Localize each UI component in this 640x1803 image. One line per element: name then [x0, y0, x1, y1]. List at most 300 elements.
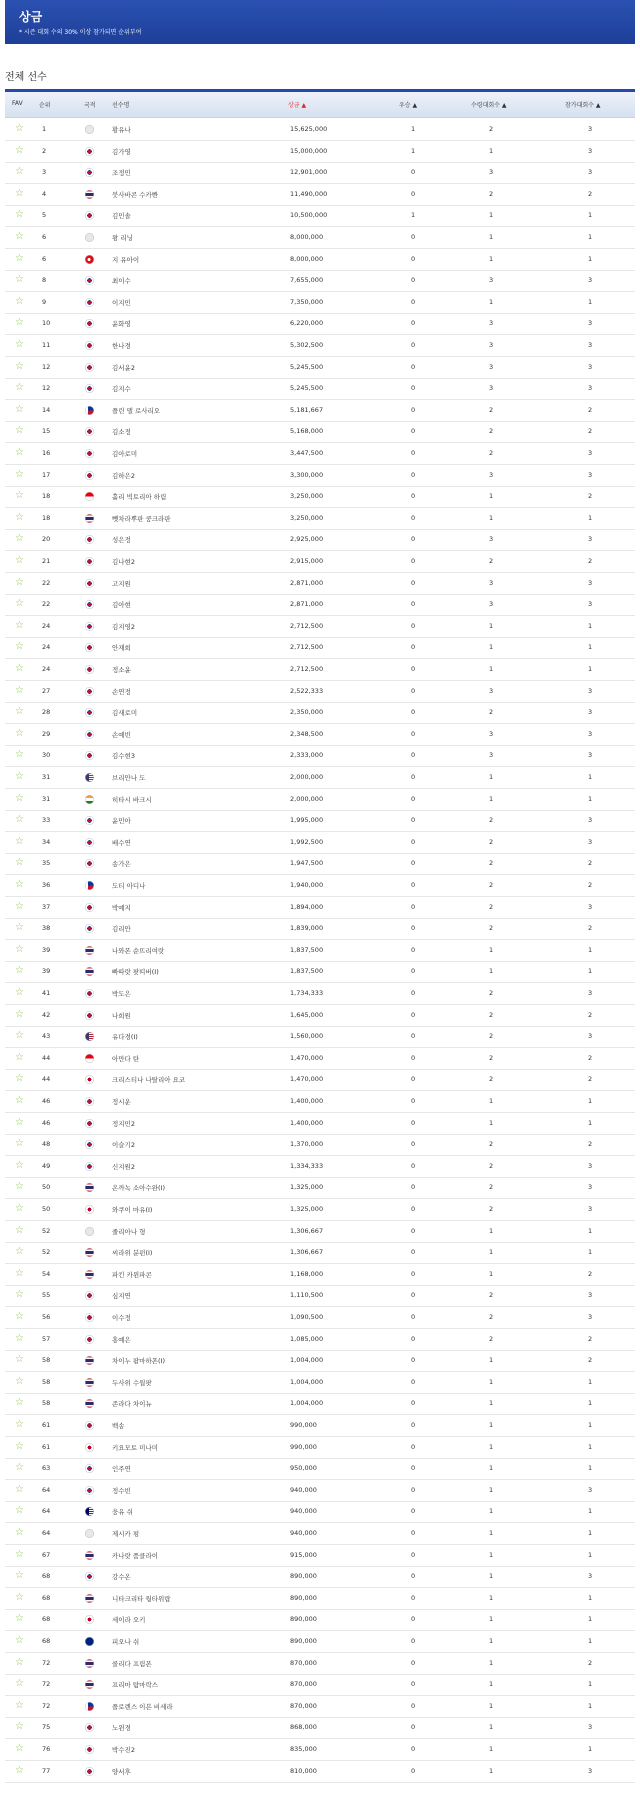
prize-cell: 1,370,000 [290, 1140, 324, 1149]
favorite-star-icon[interactable]: ☆ [15, 1073, 24, 1085]
table-row[interactable] [5, 680, 635, 703]
table-row[interactable] [5, 118, 635, 141]
player-name[interactable]: 박예지 [112, 903, 131, 912]
player-name[interactable]: 노윈경 [112, 1724, 131, 1733]
player-name[interactable]: 양서후 [112, 1767, 131, 1776]
player-name[interactable]: 이슬기2 [112, 1141, 135, 1150]
player-name[interactable]: 윤민아 [112, 817, 131, 826]
favorite-star-icon[interactable]: ☆ [15, 144, 24, 156]
favorite-star-icon[interactable]: ☆ [15, 1008, 24, 1020]
favorite-star-icon[interactable]: ☆ [15, 965, 24, 977]
player-name[interactable]: 손예빈 [112, 730, 131, 739]
favorite-star-icon[interactable]: ☆ [15, 447, 24, 458]
player-name[interactable]: 뺏차라뿌판 쿵크라판 [112, 514, 171, 523]
rank-cell: 36 [42, 881, 51, 889]
events-cell: 3 [588, 168, 593, 177]
table-row[interactable] [5, 831, 635, 854]
player-name[interactable]: 브리안나 도 [112, 774, 146, 782]
player-name[interactable]: 김나현2 [112, 558, 135, 566]
top10-cell: 3 [489, 535, 494, 544]
table-row[interactable] [5, 939, 635, 962]
favorite-star-icon[interactable]: ☆ [15, 1462, 24, 1474]
player-name[interactable]: 아만다 탄 [112, 1054, 140, 1063]
country-flag-icon [85, 773, 94, 782]
table-row[interactable] [5, 1522, 635, 1545]
table-row[interactable] [5, 399, 635, 422]
player-name[interactable]: 홀리 빅토리아 하림 [112, 493, 167, 502]
favorite-star-icon[interactable]: ☆ [15, 1743, 24, 1754]
favorite-star-icon[interactable]: ☆ [15, 1570, 24, 1582]
player-name[interactable]: 한나경 [112, 342, 131, 350]
table-row[interactable] [5, 269, 635, 292]
favorite-star-icon[interactable]: ☆ [15, 1203, 24, 1214]
favorite-star-icon[interactable]: ☆ [15, 231, 24, 242]
favorite-star-icon[interactable]: ☆ [15, 209, 24, 221]
player-name[interactable]: 김가영 [112, 147, 131, 156]
table-row[interactable] [5, 204, 635, 227]
table-row[interactable] [5, 334, 635, 357]
player-name[interactable]: 빠따랏 팟띠버(I) [112, 968, 159, 977]
player-name[interactable]: 김수현3 [112, 752, 135, 761]
wins-cell: 0 [411, 1701, 416, 1710]
player-name[interactable]: 김지영2 [112, 622, 135, 631]
player-name[interactable]: 신지원2 [112, 1162, 135, 1171]
favorite-star-icon[interactable]: ☆ [15, 1138, 24, 1150]
wins-cell: 0 [411, 1377, 416, 1386]
favorite-star-icon[interactable]: ☆ [15, 1440, 24, 1452]
table-row[interactable] [5, 248, 635, 271]
table-row[interactable] [5, 1328, 635, 1351]
table-row[interactable] [5, 1738, 635, 1761]
favorite-star-icon[interactable]: ☆ [15, 1678, 24, 1690]
player-name[interactable]: 정소윤 [112, 666, 131, 674]
table-row[interactable] [5, 377, 635, 400]
table-row[interactable] [5, 1155, 635, 1178]
events-cell: 1 [588, 1615, 593, 1624]
favorite-star-icon[interactable]: ☆ [15, 749, 24, 761]
rank-cell: 46 [42, 1118, 51, 1127]
favorite-star-icon[interactable]: ☆ [15, 1051, 24, 1063]
favorite-star-icon[interactable]: ☆ [15, 1548, 24, 1560]
favorite-star-icon[interactable]: ☆ [15, 339, 24, 350]
table-row[interactable] [5, 1112, 635, 1135]
country-flag-icon [85, 1637, 94, 1646]
wins-cell: 0 [411, 881, 416, 889]
table-row[interactable] [5, 917, 635, 940]
table-row[interactable] [5, 420, 635, 443]
table-row[interactable] [5, 1090, 635, 1113]
player-name[interactable]: 김지수 [112, 385, 131, 394]
favorite-star-icon[interactable]: ☆ [15, 1527, 24, 1538]
player-name[interactable]: 김아로미 [112, 450, 138, 458]
favorite-star-icon[interactable]: ☆ [15, 252, 24, 264]
rank-cell: 72 [42, 1680, 51, 1689]
favorite-star-icon[interactable]: ☆ [15, 1354, 24, 1366]
table-row[interactable] [5, 636, 635, 659]
player-name[interactable]: 박수진2 [112, 1746, 135, 1754]
player-name[interactable]: 고지원 [112, 579, 131, 588]
table-row[interactable] [5, 1392, 635, 1415]
table-row[interactable] [5, 744, 635, 767]
table-row[interactable] [5, 507, 635, 530]
table-row[interactable] [5, 161, 635, 184]
player-name[interactable]: 심지연 [112, 1292, 131, 1301]
sort-events-header[interactable]: 참가대회수 ▲ [565, 102, 601, 109]
table-row[interactable] [5, 1652, 635, 1675]
favorite-star-icon[interactable]: ☆ [15, 1656, 24, 1668]
rank-cell: 38 [42, 924, 51, 933]
player-name[interactable]: 카나랏 품클라이 [112, 1551, 159, 1560]
sort-top10-header[interactable]: 수령대회수 ▲ [471, 102, 507, 109]
table-row[interactable] [5, 1306, 635, 1329]
favorite-star-icon[interactable]: ☆ [15, 1159, 24, 1171]
table-row[interactable] [5, 852, 635, 875]
table-row[interactable] [5, 183, 635, 206]
favorite-star-icon[interactable]: ☆ [15, 987, 24, 998]
table-row[interactable] [5, 723, 635, 746]
rank-cell: 64 [42, 1507, 51, 1516]
top10-cell: 1 [489, 773, 494, 781]
player-name[interactable]: 이지민 [112, 298, 131, 307]
favorite-star-icon[interactable]: ☆ [15, 1289, 24, 1301]
player-name[interactable]: 붓사바콘 수카빤 [112, 190, 159, 199]
favorite-star-icon[interactable]: ☆ [15, 468, 24, 480]
favorite-star-icon[interactable]: ☆ [15, 598, 24, 610]
player-name[interactable]: 김하은2 [112, 471, 135, 480]
favorite-star-icon[interactable]: ☆ [15, 1505, 24, 1517]
favorite-star-icon[interactable]: ☆ [15, 879, 24, 890]
player-name[interactable]: 피오나 쉬 [112, 1638, 140, 1646]
player-name[interactable]: 김소정 [112, 428, 131, 437]
player-name[interactable]: 씨라위 분펀(I) [112, 1249, 153, 1258]
top10-cell: 1 [489, 1723, 494, 1732]
player-name[interactable]: 플로렌스 이븐 비세라 [112, 1702, 173, 1711]
table-row[interactable] [5, 528, 635, 551]
player-name[interactable]: 제시카 펑 [112, 1530, 140, 1538]
favorite-star-icon[interactable]: ☆ [15, 684, 24, 696]
player-name[interactable]: 김민솔 [112, 212, 131, 221]
favorite-star-icon[interactable]: ☆ [15, 274, 24, 286]
player-name[interactable]: 황유나 [112, 126, 131, 134]
prize-cell: 940,000 [290, 1529, 317, 1537]
player-name[interactable]: 존라다 차이뉴 [112, 1400, 152, 1409]
prize-cell: 2,712,500 [290, 665, 324, 673]
favorite-star-icon[interactable]: ☆ [15, 1721, 24, 1733]
country-flag-icon [85, 1335, 94, 1344]
player-name[interactable]: 김리안 [112, 925, 131, 934]
favorite-star-icon[interactable]: ☆ [15, 641, 24, 653]
player-name[interactable]: 성은정 [112, 536, 131, 545]
table-row[interactable] [5, 1263, 635, 1286]
player-name[interactable]: 이수정 [112, 1314, 131, 1322]
table-row[interactable] [5, 464, 635, 487]
table-row[interactable] [5, 982, 635, 1005]
player-name[interactable]: 배수연 [112, 838, 131, 847]
table-row[interactable] [5, 1608, 635, 1631]
table-row[interactable] [5, 572, 635, 595]
player-name[interactable]: 파킨 카윈파콘 [112, 1270, 152, 1279]
wins-cell: 1 [411, 125, 416, 133]
table-row[interactable] [5, 1133, 635, 1156]
events-cell: 1 [588, 1680, 593, 1689]
country-flag-icon [85, 1745, 94, 1754]
rank-cell: 75 [42, 1723, 51, 1732]
wins-cell: 0 [411, 924, 416, 933]
player-name[interactable]: 온까녹 소아수완(I) [112, 1184, 166, 1193]
table-row[interactable] [5, 1479, 635, 1502]
country-flag-icon [85, 147, 94, 156]
table-row[interactable] [5, 788, 635, 811]
table-row[interactable] [5, 1004, 635, 1027]
favorite-star-icon[interactable]: ☆ [15, 166, 24, 178]
wins-cell: 0 [411, 621, 416, 630]
player-name[interactable]: 홍예은 [112, 1335, 131, 1344]
player-name[interactable]: 줄리아나 형 [112, 1227, 146, 1236]
favorite-star-icon[interactable]: ☆ [15, 1224, 24, 1236]
player-name[interactable]: 김새로미 [112, 709, 138, 718]
favorite-star-icon[interactable]: ☆ [15, 1764, 24, 1776]
table-row[interactable] [5, 766, 635, 789]
table-row[interactable] [5, 356, 635, 379]
table-row[interactable] [5, 1587, 635, 1610]
table-row[interactable] [5, 1025, 635, 1048]
table-row[interactable] [5, 1284, 635, 1307]
country-flag-icon [85, 1723, 94, 1732]
wins-cell: 0 [411, 168, 416, 177]
country-flag-icon [85, 1356, 94, 1365]
rank-cell: 37 [42, 902, 51, 911]
table-row[interactable] [5, 1349, 635, 1372]
player-name[interactable]: 김아현 [112, 601, 131, 610]
player-name[interactable]: 김서윤2 [112, 363, 135, 372]
events-cell: 3 [588, 470, 593, 479]
favorite-star-icon[interactable]: ☆ [15, 1397, 24, 1409]
player-name[interactable]: 왕 리닝 [112, 234, 133, 242]
prize-cell: 2,522,333 [290, 686, 324, 695]
wins-cell: 0 [411, 1269, 416, 1278]
favorite-star-icon[interactable]: ☆ [15, 922, 24, 934]
top10-cell: 1 [489, 1745, 494, 1753]
player-name[interactable]: 최이수 [112, 277, 131, 286]
player-name[interactable]: 도티 아디나 [112, 882, 146, 890]
table-row[interactable] [5, 291, 635, 314]
table-row[interactable] [5, 1436, 635, 1459]
favorite-star-icon[interactable]: ☆ [15, 1116, 24, 1128]
table-row[interactable] [5, 1630, 635, 1653]
table-row[interactable] [5, 1500, 635, 1523]
favorite-star-icon[interactable]: ☆ [15, 706, 24, 718]
table-row[interactable] [5, 1716, 635, 1739]
player-name[interactable]: 손연정 [112, 687, 131, 696]
player-name[interactable]: 유다경(I) [112, 1033, 138, 1042]
favorite-star-icon[interactable]: ☆ [15, 814, 24, 826]
events-cell: 3 [588, 1291, 593, 1300]
table-row[interactable] [5, 550, 635, 573]
table-row[interactable] [5, 226, 635, 249]
table-row[interactable] [5, 1414, 635, 1437]
favorite-star-icon[interactable]: ☆ [15, 1095, 24, 1106]
player-name[interactable]: 와쿠이 마유(I) [112, 1206, 153, 1214]
player-name[interactable]: 윤화영 [112, 320, 131, 329]
player-name[interactable]: 세이라 오키 [112, 1616, 146, 1625]
favorite-star-icon[interactable]: ☆ [15, 533, 24, 545]
prize-cell: 1,470,000 [290, 1075, 324, 1084]
favorite-star-icon[interactable]: ☆ [15, 123, 24, 134]
table-row[interactable] [5, 442, 635, 465]
table-row[interactable] [5, 1695, 635, 1718]
section-title: 전체 선수 [5, 72, 47, 83]
country-flag-icon [85, 1011, 94, 1020]
table-row[interactable] [5, 658, 635, 681]
favorite-star-icon[interactable]: ☆ [15, 576, 24, 588]
table-row[interactable] [5, 1565, 635, 1588]
sort-wins-header[interactable]: 우승 ▲ [399, 102, 418, 109]
favorite-star-icon[interactable]: ☆ [15, 727, 24, 739]
table-row[interactable] [5, 1673, 635, 1696]
table-row[interactable] [5, 593, 635, 616]
favorite-star-icon[interactable]: ☆ [15, 771, 24, 782]
ranking-note: * 시즌 대회 수의 30% 이상 참가되면 순위부여 [19, 29, 142, 36]
table-header [5, 89, 635, 118]
rank-cell: 34 [42, 837, 51, 846]
table-row[interactable] [5, 1544, 635, 1567]
table-row[interactable] [5, 1371, 635, 1394]
favorite-star-icon[interactable]: ☆ [15, 1483, 24, 1495]
table-row[interactable] [5, 140, 635, 163]
player-name[interactable]: 나와폰 순뜨리여랏 [112, 946, 165, 955]
favorite-star-icon[interactable]: ☆ [15, 1332, 24, 1344]
favorite-star-icon[interactable]: ☆ [15, 900, 24, 912]
player-name[interactable]: 송가은 [112, 860, 131, 869]
events-cell: 1 [588, 513, 593, 522]
favorite-star-icon[interactable]: ☆ [15, 317, 24, 329]
player-name[interactable]: 백송 [112, 1422, 125, 1430]
favorite-star-icon[interactable]: ☆ [15, 1419, 24, 1430]
favorite-star-icon[interactable]: ☆ [15, 835, 24, 847]
prize-cell: 868,000 [290, 1723, 317, 1732]
player-name[interactable]: 프리마 탐마락스 [112, 1681, 159, 1690]
rank-cell: 57 [42, 1334, 51, 1343]
rank-cell: 17 [42, 470, 51, 479]
country-flag-icon [85, 989, 94, 998]
player-name[interactable]: 인주연 [112, 1465, 131, 1474]
player-name[interactable]: 조정민 [112, 169, 131, 178]
rank-cell: 9 [42, 297, 47, 306]
favorite-star-icon[interactable]: ☆ [15, 857, 24, 869]
wins-cell: 0 [411, 1010, 416, 1019]
player-name[interactable]: 니타크리타 웡타위랍 [112, 1594, 171, 1603]
favorite-star-icon[interactable]: ☆ [15, 425, 24, 437]
player-name[interactable]: 키요모토 미나미 [112, 1443, 159, 1452]
table-row[interactable] [5, 1047, 635, 1070]
player-name[interactable]: 강수온 [112, 1573, 131, 1582]
rank-cell: 5 [42, 211, 47, 220]
player-name[interactable]: 나희원 [112, 1011, 131, 1020]
player-name[interactable]: 정수빈 [112, 1486, 131, 1495]
player-name[interactable]: 박도은 [112, 990, 131, 998]
player-name[interactable]: 웅유 쉬 [112, 1508, 133, 1517]
prize-cell: 1,400,000 [290, 1118, 324, 1127]
table-row[interactable] [5, 701, 635, 724]
favorite-star-icon[interactable]: ☆ [15, 1311, 24, 1322]
table-row[interactable] [5, 1176, 635, 1199]
player-name[interactable]: 지 유아이 [112, 255, 140, 264]
table-row[interactable] [5, 312, 635, 335]
events-cell: 2 [588, 1356, 593, 1365]
table-row[interactable] [5, 1241, 635, 1264]
favorite-star-icon[interactable]: ☆ [15, 663, 24, 674]
favorite-star-icon[interactable]: ☆ [15, 295, 24, 307]
player-name[interactable]: 히타시 바크시 [112, 795, 152, 804]
prize-cell: 1,325,000 [290, 1183, 324, 1192]
events-cell: 3 [588, 319, 593, 328]
table-row[interactable] [5, 1198, 635, 1221]
favorite-star-icon[interactable]: ☆ [15, 187, 24, 199]
favorite-star-icon[interactable]: ☆ [15, 1030, 24, 1042]
country-flag-icon [85, 1119, 94, 1128]
sort-prize-header[interactable]: 상금 ▲ [288, 102, 307, 109]
table-row[interactable] [5, 809, 635, 832]
table-row[interactable] [5, 485, 635, 508]
player-name[interactable]: 안재희 [112, 644, 131, 653]
rank-cell: 50 [42, 1183, 51, 1192]
favorite-star-icon[interactable]: ☆ [15, 1181, 24, 1193]
favorite-star-icon[interactable]: ☆ [15, 490, 24, 502]
events-cell: 2 [588, 859, 593, 868]
table-row[interactable] [5, 960, 635, 983]
rank-cell: 72 [42, 1701, 51, 1710]
favorite-star-icon[interactable]: ☆ [15, 792, 24, 804]
events-cell: 3 [588, 1723, 593, 1732]
player-name[interactable]: 차이누 팜마하폰(I) [112, 1357, 166, 1366]
wins-cell: 0 [411, 1097, 416, 1105]
top10-cell: 2 [489, 816, 494, 825]
table-row[interactable] [5, 1760, 635, 1783]
favorite-star-icon[interactable]: ☆ [15, 1699, 24, 1711]
favorite-star-icon[interactable]: ☆ [15, 943, 24, 955]
player-name[interactable]: 크리스티나 나탈리아 요코 [112, 1076, 186, 1085]
country-flag-icon [85, 1767, 94, 1776]
table-row[interactable] [5, 615, 635, 638]
favorite-star-icon[interactable]: ☆ [15, 511, 24, 523]
table-row[interactable] [5, 1068, 635, 1091]
favorite-star-icon[interactable]: ☆ [15, 1635, 24, 1646]
favorite-star-icon[interactable]: ☆ [15, 1246, 24, 1258]
favorite-star-icon[interactable]: ☆ [15, 360, 24, 372]
player-name[interactable]: 두사위 수웜팟 [112, 1378, 152, 1387]
wins-cell: 0 [411, 967, 416, 976]
favorite-star-icon[interactable]: ☆ [15, 382, 24, 394]
table-row[interactable] [5, 1457, 635, 1480]
country-flag-icon [85, 276, 94, 285]
table-row[interactable] [5, 1220, 635, 1243]
table-row[interactable] [5, 874, 635, 897]
favorite-star-icon[interactable]: ☆ [15, 555, 24, 566]
player-name[interactable]: 콜리다 프림폰 [112, 1659, 152, 1668]
favorite-star-icon[interactable]: ☆ [15, 1267, 24, 1279]
favorite-star-icon[interactable]: ☆ [15, 1375, 24, 1387]
player-name[interactable]: 정지민2 [112, 1119, 135, 1128]
favorite-star-icon[interactable]: ☆ [15, 1591, 24, 1603]
country-flag-icon [85, 492, 94, 501]
prize-cell: 1,837,500 [290, 945, 324, 954]
player-name[interactable]: 플린 델 로사리오 [112, 406, 161, 415]
favorite-star-icon[interactable]: ☆ [15, 1613, 24, 1625]
table-row[interactable] [5, 896, 635, 919]
favorite-star-icon[interactable]: ☆ [15, 619, 24, 631]
favorite-star-icon[interactable]: ☆ [15, 403, 24, 415]
player-name[interactable]: 정시운 [112, 1098, 131, 1106]
